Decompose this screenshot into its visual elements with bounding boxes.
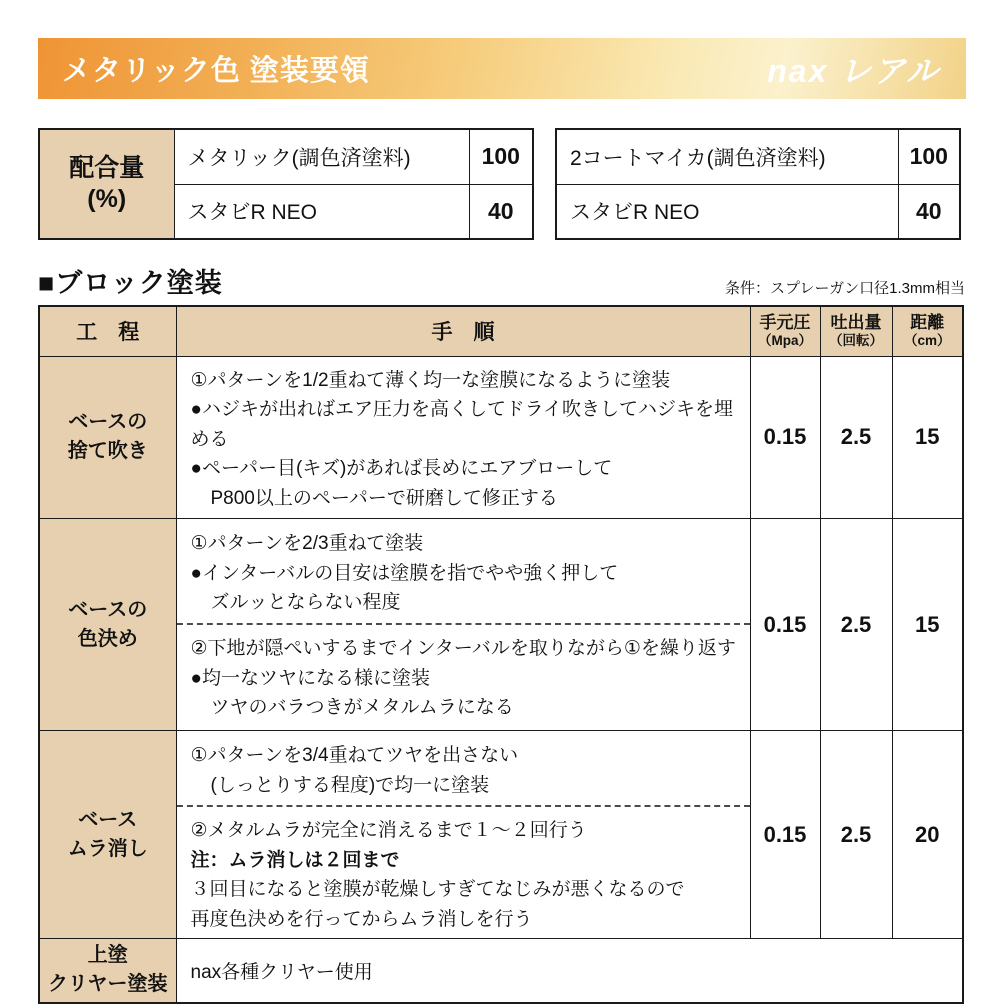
process-label	[39, 939, 176, 1003]
header-procedure: 手 順	[176, 306, 750, 356]
step-line: ①パターンを1/2重ねて薄く均一な塗膜になるように塗装	[190, 369, 671, 391]
step-line: 再度色決めを行ってからムラ消しを行う	[190, 908, 533, 930]
mix-component-value: 40	[469, 184, 533, 239]
header-discharge	[820, 306, 892, 356]
step-line: ツヤのバラつきがメタルムラになる	[210, 697, 514, 718]
discharge-value: 2.5	[820, 731, 892, 939]
table-row-base-mura-removal	[39, 731, 963, 939]
header-hand-pressure	[750, 306, 820, 356]
mix-component-value: 40	[898, 184, 960, 239]
step-line: (しっとりする程度)で均一に塗装	[210, 774, 490, 796]
mix-component-value: 100	[898, 129, 960, 184]
header-distance-main: 距離	[910, 313, 945, 333]
hand-pressure-value: 0.15	[750, 356, 820, 519]
mix-ratio-table-metallic	[38, 128, 534, 240]
step-line: ●インターバルの目安は塗膜を指でやや強く押して	[190, 562, 619, 584]
procedure-steps	[176, 519, 750, 731]
discharge-value: 2.5	[820, 356, 892, 519]
mix-component-value: 100	[469, 129, 533, 184]
header-hand-pressure-unit: （Mpa）	[758, 333, 812, 349]
process-label-line2: ムラ消し	[67, 837, 148, 860]
table-row-topcoat-clear	[39, 939, 963, 1003]
mix-ratio-label-line2: (%)	[87, 185, 127, 213]
block-painting-section-title: ■ブロック塗装	[38, 268, 223, 298]
step-line: P800以上のペーパーで研磨して修正する	[210, 487, 558, 509]
procedure-steps	[176, 731, 750, 939]
painting-procedure-table	[38, 305, 964, 1004]
discharge-value: 2.5	[820, 519, 892, 731]
step-line: ①パターンを3/4重ねてツヤを出さない	[190, 745, 519, 766]
mix-component-name: スタビR NEO	[556, 184, 898, 239]
header-process: 工 程	[39, 306, 176, 356]
step-line: ３回目になると塗膜が乾燥しすぎてなじみが悪くなるので	[190, 879, 685, 900]
spray-gun-condition-note: 条件：スプレーガン口径1.3mm相当	[725, 280, 965, 297]
distance-value: 20	[892, 731, 963, 939]
hand-pressure-value: 0.15	[750, 519, 820, 731]
process-label	[39, 356, 176, 519]
step-line: ①パターンを2/3重ねて塗装	[190, 533, 424, 554]
title-banner	[38, 38, 966, 99]
mix-component-name: スタビR NEO	[174, 184, 469, 239]
step-line: ●ペーパー目(キズ)があれば長めにエアブローして	[190, 458, 613, 479]
distance-value: 15	[892, 519, 963, 731]
process-label-line1: ベースの	[68, 411, 148, 434]
clear-coat-note: nax各種クリヤー使用	[176, 939, 963, 1003]
mix-component-name: 2コートマイカ(調色済塗料)	[556, 129, 898, 184]
header-discharge-unit: （回転）	[829, 333, 883, 349]
step-note-line: 注：ムラ消しは２回まで	[190, 849, 400, 871]
table-row-base-color-decision	[39, 519, 963, 731]
hand-pressure-value: 0.15	[750, 731, 820, 939]
process-label-line1: ベースの	[68, 598, 148, 621]
process-label-line1: ベース	[78, 808, 138, 831]
header-distance-unit: （cm）	[903, 333, 951, 349]
procedure-steps	[176, 356, 750, 519]
header-hand-pressure-main: 手元圧	[759, 313, 811, 333]
process-label-line2: 色決め	[77, 627, 138, 650]
process-label-line2: 捨て吹き	[67, 440, 148, 463]
step-line: ●ハジキが出ればエア圧力を高くしてドライ吹きしてハジキを埋める	[190, 399, 734, 450]
mix-ratio-label	[39, 129, 174, 239]
table-row-base-tack-coat	[39, 356, 963, 519]
step-line: ②メタルムラが完全に消えるまで１～２回行う	[190, 820, 587, 841]
mix-ratio-table-mica	[555, 128, 961, 240]
header-distance	[892, 306, 963, 356]
step-line: ズルッとならない程度	[210, 592, 401, 613]
process-label-line2: クリヤー塗装	[47, 973, 168, 996]
header-discharge-main: 吐出量	[830, 313, 882, 333]
nax-real-logo: nax レアル	[767, 52, 940, 89]
mix-component-name: メタリック(調色済塗料)	[174, 129, 469, 184]
page-title: メタリック色 塗装要領	[62, 55, 370, 87]
process-label	[39, 519, 176, 731]
step-line: ②下地が隠ぺいするまでインターバルを取りながら①を繰り返す	[190, 638, 736, 659]
step-line: ●均一なツヤになる様に塗装	[190, 667, 430, 689]
mix-ratio-label-line1: 配合量	[69, 154, 145, 182]
distance-value: 15	[892, 356, 963, 519]
process-label	[39, 731, 176, 939]
process-label-line1: 上塗	[87, 944, 128, 967]
